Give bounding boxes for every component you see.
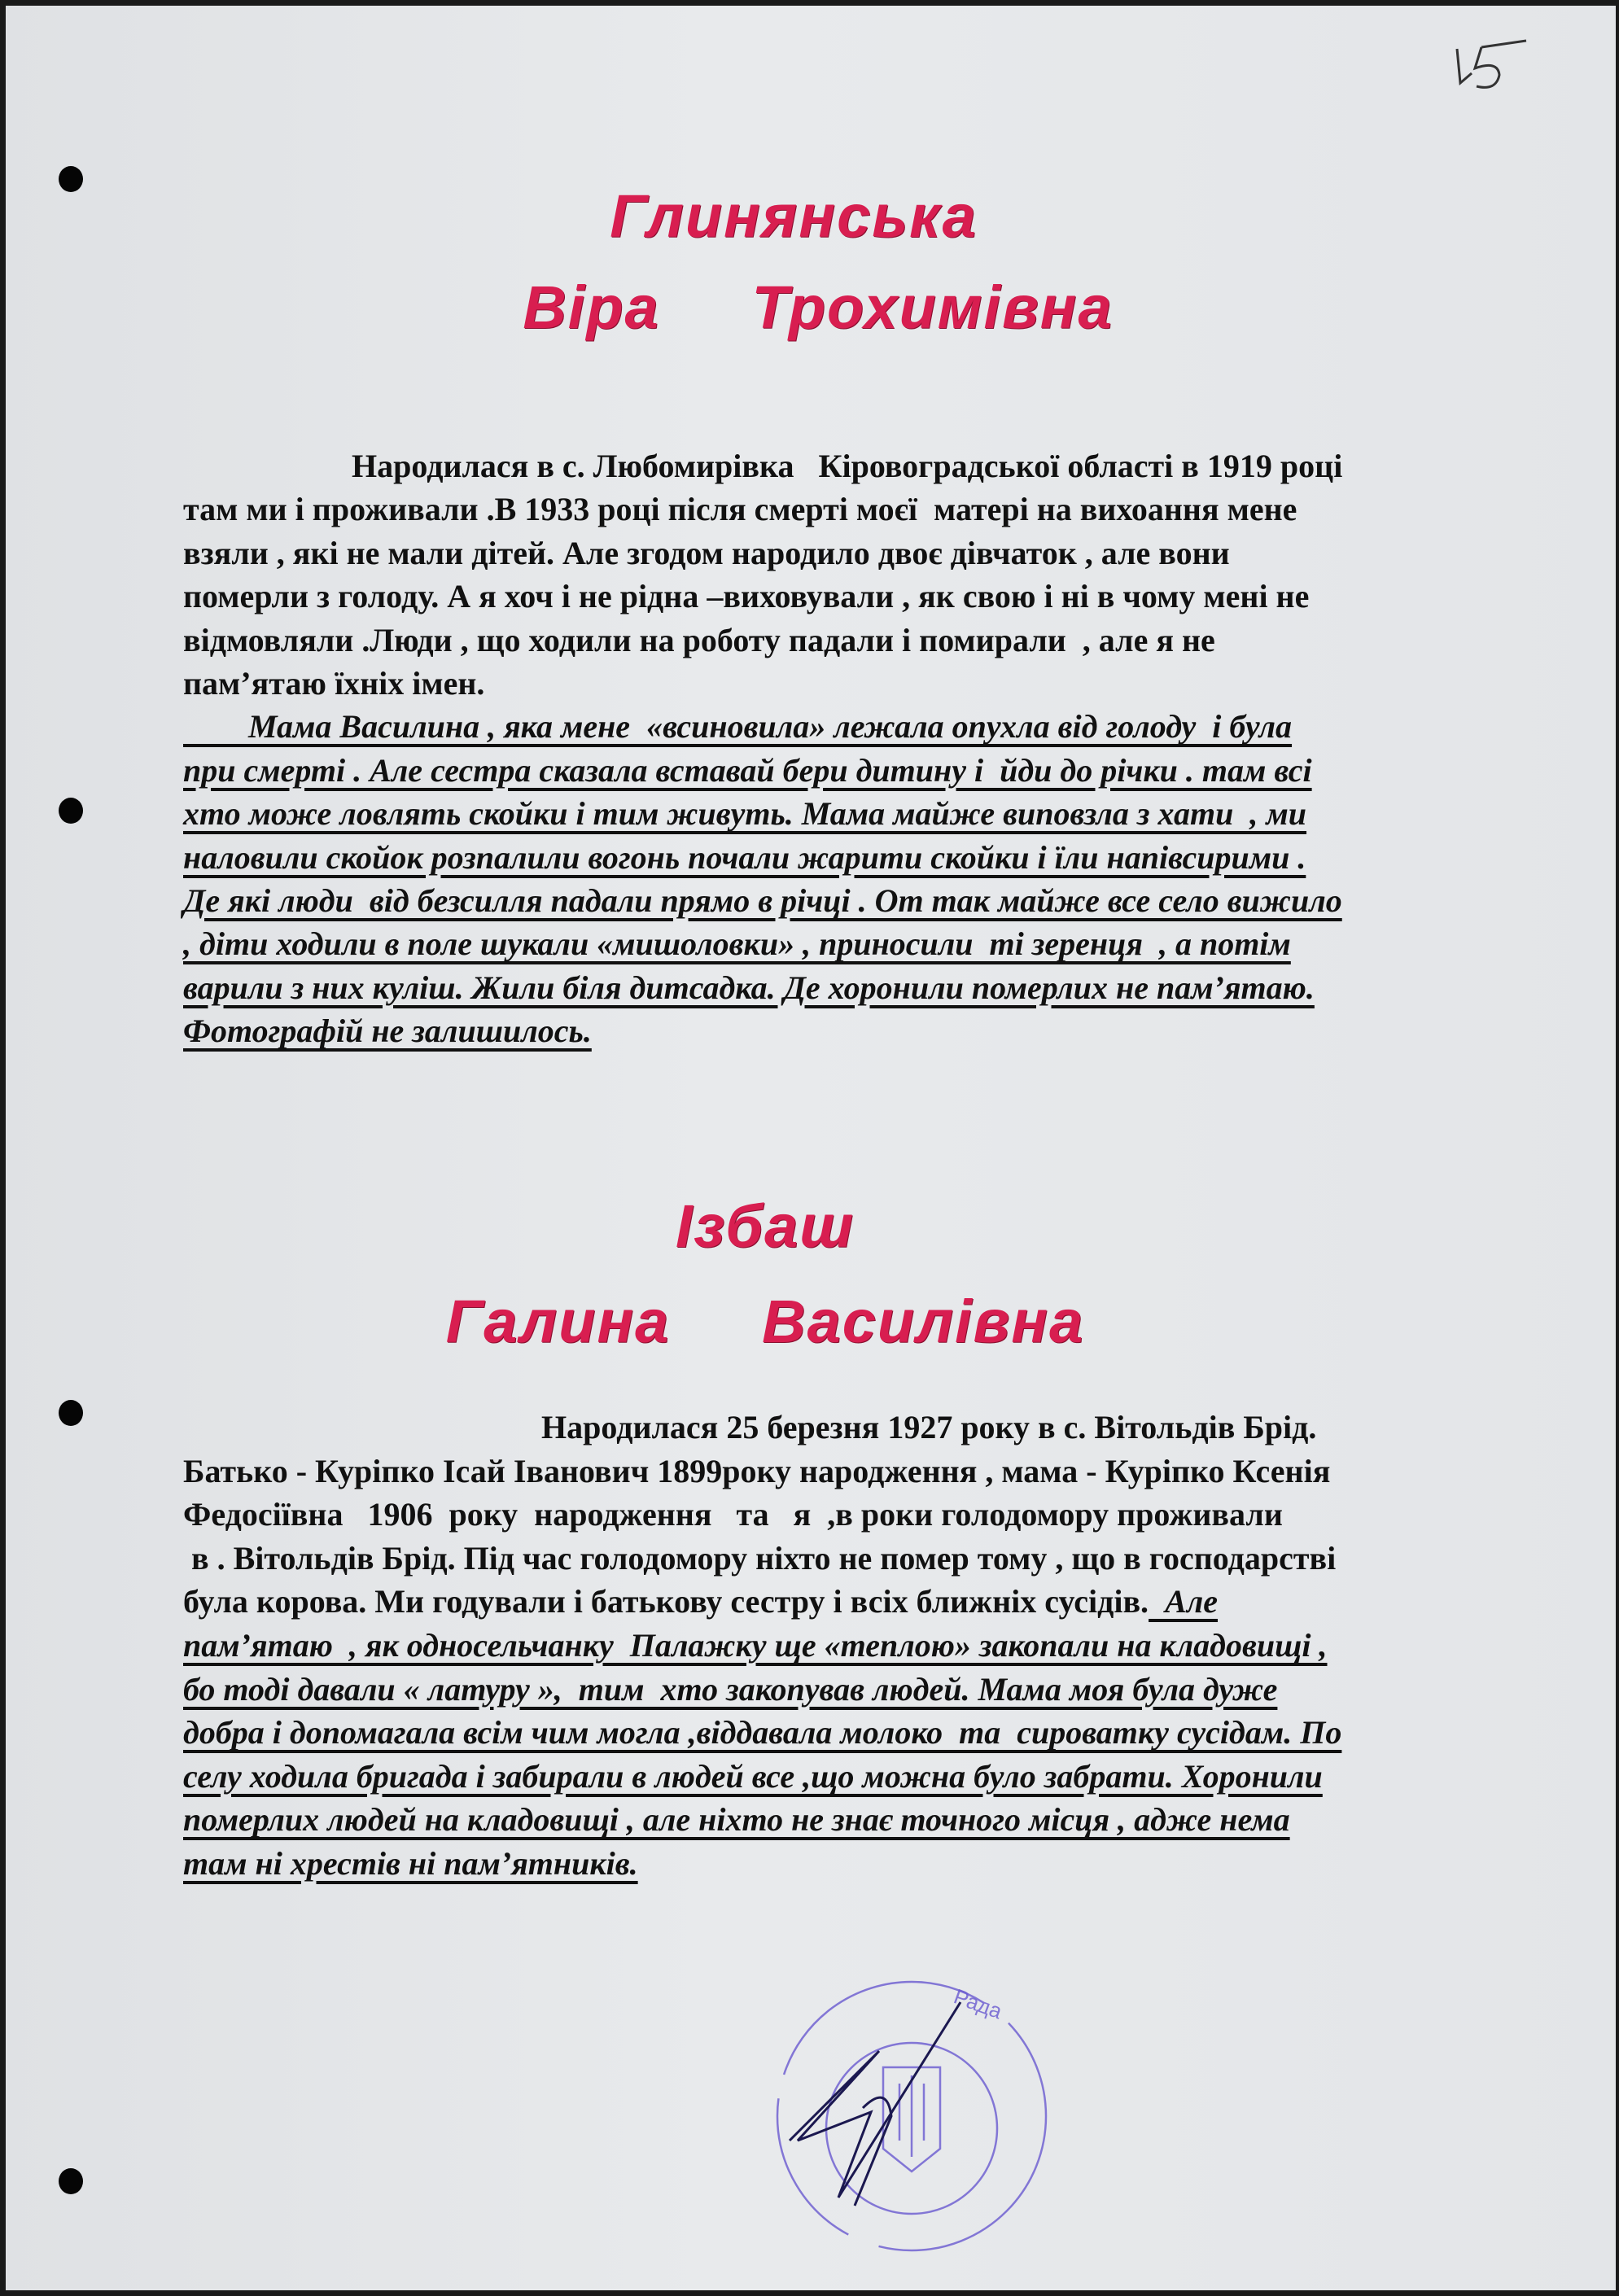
- text-line: [352, 444, 1342, 488]
- text-line: [183, 662, 484, 705]
- text-line: [183, 1493, 1283, 1536]
- underlined-italic-text: добра і допомагала всім чим могла ,віддавала молоко та сироватку сусідам. По: [183, 1714, 1342, 1752]
- body-text: була корова. Ми годували і батькову сестру і всіх ближніх сусідів.: [183, 1583, 1149, 1620]
- body-text: Народилася 25 березня 1927 року в с. Вітольдів Брід.: [541, 1409, 1317, 1445]
- underlined-italic-text: бо тоді давали « латуру », тим хто закопував людей. Мама моя була дуже: [183, 1670, 1278, 1708]
- underlined-italic-text: Фотографій не залишилось.: [183, 1012, 592, 1050]
- underlined-italic-text: наловили скойок розпалили вогонь почали жарити скойки і їли напівсирими .: [183, 838, 1306, 876]
- person-2-surname: Ізбаш: [675, 1192, 855, 1260]
- official-stamp-with-signature: [749, 1953, 1074, 2279]
- punch-hole: [59, 2168, 83, 2194]
- text-line: [183, 749, 1312, 792]
- body-text: Батько - Куріпко Ісай Іванович 1899року народження , мама - Куріпко Ксенія: [183, 1452, 1331, 1489]
- underlined-italic-text: хто може ловлять скойки і тим живуть. Мама майже виповзла з хати , ми: [183, 795, 1307, 833]
- text-line: [183, 1624, 1328, 1667]
- text-line: [183, 1537, 1336, 1580]
- text-line: [183, 836, 1306, 879]
- body-text: там ми і проживали .В 1933 році після смерті моєї матері на вихоання мене: [183, 491, 1297, 528]
- text-line: [183, 488, 1297, 531]
- text-line: [183, 966, 1315, 1009]
- text-line: [183, 792, 1306, 835]
- text-line: [183, 922, 1291, 965]
- text-line: [183, 619, 1215, 662]
- body-text: Федосіївна 1906 року народження та я ,в роки голодомору проживали: [183, 1496, 1283, 1533]
- text-line: [183, 1798, 1290, 1841]
- person-1-given-names: Віра Трохимівна: [523, 273, 1114, 341]
- underlined-italic-text: при смерті . Але сестра сказала вставай бери дитину і йди до річки . там всі: [183, 751, 1312, 789]
- body-text: взяли , які не мали дітей. Але згодом народило двоє дівчаток , але вони: [183, 534, 1230, 571]
- body-text: пам’ятаю їхніх імен.: [183, 665, 485, 702]
- text-line: [183, 1711, 1341, 1754]
- text-line: [183, 1009, 592, 1052]
- text-line: [183, 1842, 638, 1885]
- text-line: [183, 705, 1292, 748]
- text-line: [183, 1580, 1218, 1623]
- svg-text:Рада: Рада: [950, 1983, 1006, 2024]
- text-line: [183, 531, 1230, 575]
- person-2-given-names: Галина Василівна: [445, 1288, 1085, 1355]
- underlined-italic-text: варили з них куліш. Жили біля дитсадка. Де хоронили померлих не пам’ятаю.: [183, 969, 1315, 1006]
- underlined-italic-text: Але: [1149, 1583, 1219, 1620]
- body-text: в . Вітольдів Брід. Під час голодомору ніхто не помер тому , що в господарстві: [183, 1539, 1337, 1577]
- body-text: Народилася в с. Любомирівка Кіровоградської області в 1919 році: [352, 448, 1343, 484]
- underlined-italic-text: пам’ятаю , як односельчанку Палажку ще «теплою» закопали на кладовищі ,: [183, 1627, 1328, 1664]
- body-text: померли з голоду. А я хоч і не рідна –виховували , як свою і ні в чому мені не: [183, 578, 1310, 615]
- text-line: [183, 1450, 1330, 1493]
- text-line: [183, 1755, 1323, 1798]
- text-line: [183, 575, 1309, 618]
- punch-hole: [59, 798, 83, 824]
- body-text: відмовляли .Люди , що ходили на роботу падали і помирали , але я не: [183, 621, 1215, 658]
- person-1-surname: Глинянська: [610, 182, 978, 250]
- text-line: [183, 1668, 1277, 1711]
- underlined-italic-text: померлих людей на кладовищі , але ніхто не знає точного місця , адже нема: [183, 1801, 1290, 1839]
- punch-hole: [59, 1400, 83, 1426]
- underlined-italic-text: Мама Василина , яка мене «всиновила» лежала опухла від голоду і була: [183, 708, 1293, 746]
- underlined-italic-text: там ні хрестів ні пам’ятників.: [183, 1845, 638, 1882]
- underlined-italic-text: селу ходила бригада і забирали в людей все ,що можна було забрати. Хоронили: [183, 1757, 1323, 1795]
- handwritten-page-number: [1449, 33, 1538, 98]
- text-line: [183, 879, 1342, 922]
- underlined-italic-text: , діти ходили в поле шукали «мишоловки» , приносили ті зеренця , а потім: [183, 925, 1291, 963]
- underlined-italic-text: Де які люди від безсилля падали прямо в річці . От так майже все село вижило: [183, 882, 1342, 919]
- text-line: [541, 1406, 1316, 1449]
